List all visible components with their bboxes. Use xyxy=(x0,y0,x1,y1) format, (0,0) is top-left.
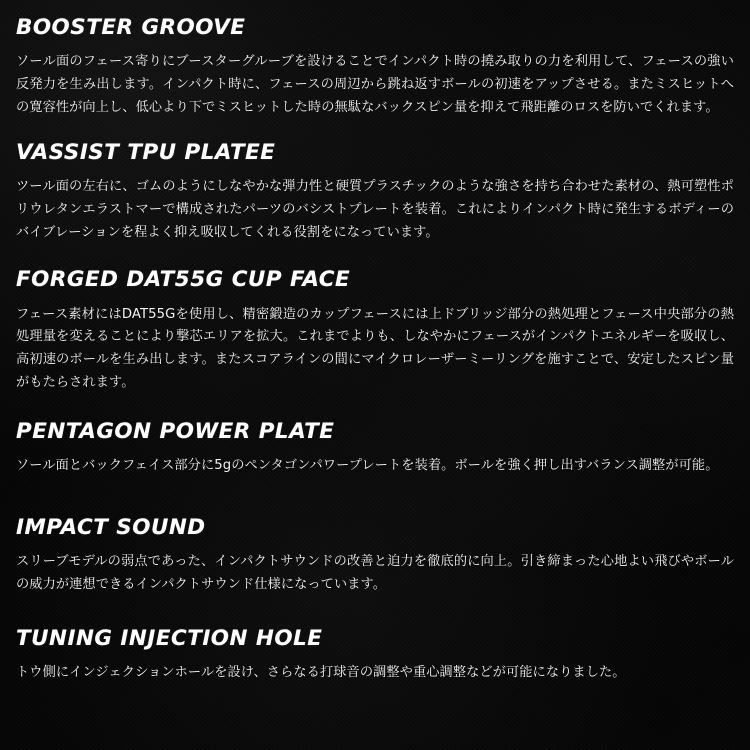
section-pentagon-power-plate xyxy=(14,420,736,478)
section-body: ソール面のフェース寄りにブースターグルーブを設けることでインパクト時の撓み取りの力を利用して、フェースの強い反発力を生み出します。インパクト時に、フェースの周辺から跳ね返すボールの初速をアップさせる。またミスヒットへの寛容性が向上し、低心より下でミスヒットした時の無駄なバックスピン量を抑えて飛距離のロスを防いでくれます。 xyxy=(16,54,734,115)
section-title: VASSIST TPU PLATEE xyxy=(16,140,276,165)
section-body: トウ側にインジェクションホールを設け、さらなる打球音の調整や重心調整などが可能になりました。 xyxy=(16,664,626,680)
section-title: FORGED DAT55G CUP FACE xyxy=(16,267,351,292)
section-booster-groove xyxy=(14,16,736,119)
section-title: PENTAGON POWER PLATE xyxy=(16,419,335,444)
section-title: TUNING INJECTION HOLE xyxy=(16,625,323,650)
section-title: IMPACT SOUND xyxy=(16,515,206,540)
section-title: BOOSTER GROOVE xyxy=(16,15,246,39)
section-forged-dat55g-cup-face xyxy=(14,268,736,394)
section-body: フェース素材にはDAT55Gを使用し、精密鍛造のカップフェースには上ドブリッジ部分の熱処理とフェース中央部分の熱処理量を変えることにより撃芯エリアを拡大。これまでよりも、しなやかにフェースがインパクトエネルギーを吸収し、高初速のボールを生み出します。またスコアラインの間にマイクロレーザーミーリングを施すことで、安定したスピン量がもたらされます。 xyxy=(16,306,734,390)
section-vassist-tpu-plate xyxy=(14,141,736,244)
section-tuning-injection-hole xyxy=(14,627,736,685)
section-impact-sound xyxy=(14,516,736,597)
section-body: スリーブモデルの弱点であった、インパクトサウンドの改善と迫力を徹底的に向上。引き締まった心地よい飛びやボールの威力が連想できるインパクトサウンド仕様になっています。 xyxy=(16,554,734,592)
section-body: ソール面とバックフェイス部分に5gのペンタゴンパワープレートを装着。ボールを強く押し出すバランス調整が可能。 xyxy=(16,458,719,474)
section-body: ツール面の左右に、ゴムのようにしなやかな弾力性と硬質プラスチックのような強さを持ち合わせた素材の、熱可塑性ポリウレタンエラストマーで構成されたパーツのバシストプレートを装着。これによりインパクト時に発生するボディーのバイブレーションを程よく抑え吸収してくれる役割をになっています。 xyxy=(16,179,734,240)
